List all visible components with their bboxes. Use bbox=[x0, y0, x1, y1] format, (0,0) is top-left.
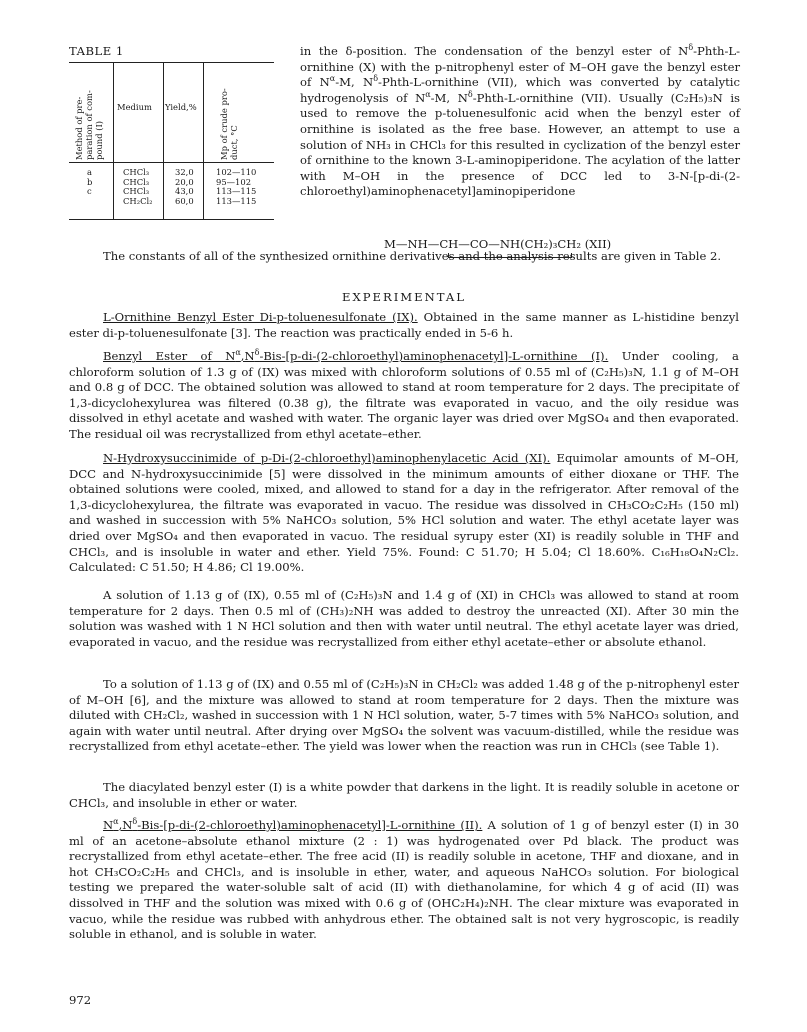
text-run: in the δ-position. The condensation of the benzyl ester of N bbox=[300, 44, 689, 58]
table-col-medium bbox=[123, 168, 153, 206]
superscript: δ bbox=[254, 348, 260, 357]
text-run: -M, N bbox=[430, 90, 468, 105]
table-col-mp bbox=[216, 168, 256, 206]
superscript: δ bbox=[467, 89, 473, 99]
header-line: pound (I) bbox=[94, 120, 104, 160]
text-run: -M, N bbox=[335, 75, 374, 90]
table-col-divider bbox=[113, 62, 114, 220]
superscript: α bbox=[235, 348, 241, 357]
table-cell: 95—102 bbox=[216, 176, 252, 187]
table-header-mp bbox=[219, 68, 239, 160]
table-header-method bbox=[74, 68, 104, 160]
paragraph-solution-1: A solution of 1.13 g of (IX), 0.55 ml of (C₂H₅)₃N and 1.4 g of (XI) in CHCl₃ was allowed to stand at room temperature for 2 days. Then 0.5 ml of (CH₃)₂NH was added to destroy the unreacted (XI). After 30 min the solution was washed with 1 N HCl solution and then with water until neutral. The ethyl acetate layer was dried, evaporated in vacuo, and the residue was recrystallized from either ethyl acetate–ether or absolute ethanol. bbox=[69, 588, 739, 649]
text-run: -Phth-L-ornithine (VII), which was converted by catalytic hydrogenolysis of N bbox=[300, 75, 740, 105]
text-run: N bbox=[103, 818, 114, 832]
table-cell: 20,0 bbox=[175, 176, 194, 187]
compound-title: N-Hydroxysuccinimide of p-Di-(2-chloroethyl)aminophenylacetic Acid (XI). bbox=[103, 451, 551, 465]
text-run: ,N bbox=[240, 349, 255, 363]
table-col-yield bbox=[175, 168, 194, 206]
superscript: δ bbox=[373, 74, 379, 84]
header-line: Mp of crude pro- bbox=[219, 88, 229, 160]
compound-title bbox=[103, 818, 482, 832]
superscript: α bbox=[425, 89, 431, 99]
compound-title bbox=[103, 349, 608, 363]
superscript: δ bbox=[132, 817, 138, 826]
table-1 bbox=[69, 62, 274, 220]
text-run: -Bis-[p-di-(2-chloroethyl)aminophenacetyl]-L-ornithine (I). bbox=[259, 349, 609, 363]
page-number: 972 bbox=[69, 993, 92, 1007]
text-run: Under cooling, a chloroform solution of 1.3 g of (IX) was mixed with chloroform solutions of 0.55 ml of (C₂H₅)₃N, 1.1 g of M–OH and 0.8 g of DCC. The obtained solution was allowed to stand at room temperature for 2 days. The precipitate of 1,3-dicyclohexylurea was filtered (0.38 g), the filtrate was evaporated in vacuo, and the oily residue was dissolved in ethyl acetate and washed with water. The organic layer was dried over MgSO₄ and then evaporated. The residual oil was recrystallized from ethyl acetate–ether. bbox=[69, 349, 739, 441]
table-header-rule bbox=[69, 162, 274, 163]
paragraph-compound-ix bbox=[69, 310, 739, 341]
table-top-rule bbox=[69, 62, 274, 63]
compound-title: L-Ornithine Benzyl Ester Di-p-toluenesulfonate (IX). bbox=[103, 310, 418, 324]
paragraph-diacylated: The diacylated benzyl ester (I) is a white powder that darkens in the light. It is readily soluble in acetone or CHCl₃, and insoluble in ether or water. bbox=[69, 780, 739, 810]
table-col-method bbox=[87, 168, 92, 197]
superscript: δ bbox=[688, 43, 694, 52]
table-cell: 32,0 bbox=[175, 167, 194, 177]
table-cell: CHCl₃ bbox=[123, 186, 150, 197]
text-run: Obtained in the same manner as L-histidine benzyl ester di-p-toluenesulfonate [3]. The reaction was practically ended in 5-6 h. bbox=[69, 310, 739, 340]
paragraph-compound-i bbox=[69, 349, 739, 443]
text-run: Equimolar amounts of M–OH, DCC and N-hydroxysuccinimide [5] were dissolved in the minimum amounts of either dioxane or THF. The obtained solutions were cooled, mixed, and allowed to stand for a day in the refrigerator. After removal of the 1,3-dicyclohexylurea, the filtrate was evaporated in vacuo. The residue was dissolved in CH₃CO₂C₂H₅ (150 ml) and washed in succession with 5% NaHCO₃ solution, 5% HCl solution and water. The ethyl acetate layer was dried over MgSO₄ and then evaporated in vacuo. The residual syrupy ester (XI) is readily soluble in THF and CHCl₃, and is insoluble in water and ether. Yield 75%. Found: C 51.70; H 5.04; Cl 18.60%. C₁₆H₁₈O₄N₂Cl₂. Calculated: C 51.50; H 4.86; Cl 19.00%. bbox=[69, 451, 739, 575]
paragraph-constants: The constants of all of the synthesized ornithine derivatives and the analysis results are given in Table 2. bbox=[103, 249, 722, 263]
table-cell: 60,0 bbox=[175, 195, 194, 206]
paragraph-compound-xi bbox=[69, 451, 739, 576]
superscript: α bbox=[329, 74, 336, 84]
section-heading: EXPERIMENTAL bbox=[342, 290, 466, 304]
text-run: Benzyl Ester of N bbox=[103, 349, 236, 363]
superscript: α bbox=[113, 817, 119, 826]
table-cell: 113—115 bbox=[216, 195, 257, 206]
table-cell: 102—110 bbox=[216, 167, 257, 177]
paragraph-right-column bbox=[300, 44, 740, 200]
table-cell: CHCl₃ bbox=[123, 176, 150, 187]
text-run: -Phth-L-ornithine (VII). Usually (C₂H₅)₃N is used to remove the p-toluenesulfonic acid when the benzyl ester of ornithine is isolated as the free base. However, an attempt to use a solution of NH₃ in CHCl₃ for this resulted in cyclization of the benzyl ester of ornithine to the known 3-L-aminopiperidone. The acylation of the latter with M–OH in the presence of DCC led to 3-N-[p-di-(2-chloroethyl)aminophenacetyl]aminopiperidone bbox=[300, 90, 740, 199]
header-line: duct, °C bbox=[229, 125, 239, 160]
table-cell: 43,0 bbox=[175, 186, 194, 197]
table-cell: c bbox=[87, 186, 92, 197]
table-cell: CHCl₃ bbox=[123, 167, 150, 177]
table-header-medium: Medium bbox=[117, 102, 152, 112]
table-caption: TABLE 1 bbox=[69, 44, 124, 58]
paragraph-solution-2: To a solution of 1.13 g of (IX) and 0.55 ml of (C₂H₅)₃N in CH₂Cl₂ was added 1.48 g of the p-nitrophenyl ester of M–OH [6], and the mixture was allowed to stand at room temperature for 2 days. Then the mixture was diluted with CH₂Cl₂, washed in succession with 1 N HCl solution, water, 5-7 times with 5% NaHCO₃ solution, and again with water until neutral. After drying over MgSO₄ the solvent was vacuum-distilled, while the residue was recrystallized from ethyl acetate–ether. The yield was lower when the reaction was run in CHCl₃ (see Table 1). bbox=[69, 677, 739, 754]
table-cell: b bbox=[87, 176, 93, 187]
table-cell: 113—115 bbox=[216, 186, 257, 197]
text-run: -Phth-L-ornithine (X) with the p-nitrophenyl ester of M–OH gave the benzyl ester of N bbox=[300, 44, 740, 90]
table-bottom-rule bbox=[69, 219, 274, 220]
table-col-divider bbox=[203, 62, 204, 220]
header-line: Method of pre- bbox=[74, 96, 84, 160]
text-run: -Bis-[p-di-(2-chloroethyl)aminophenacetyl]-L-ornithine (II). bbox=[137, 818, 483, 832]
table-col-divider bbox=[163, 62, 164, 220]
table-header-yield: Yield,% bbox=[165, 102, 197, 112]
header-line: paration of com- bbox=[84, 90, 94, 160]
table-cell: CH₂Cl₂ bbox=[123, 195, 153, 206]
text-run: ,N bbox=[118, 818, 133, 832]
formula-text: M—NH—CH—CO—NH(CH₂)₃CH₂ (XII) bbox=[384, 237, 612, 251]
text-run: A solution of 1 g of benzyl ester (I) in 30 ml of an acetone–absolute ethanol mixture (2 : 1) was hydrogenated over Pd black. The product was recrystallized from ethyl acetate–ether. The free acid (II) is readily soluble in acetone, THF and dioxane, and in hot CH₃CO₂C₂H₅ and CHCl₃, and is insoluble in ether, water, and aqueous NaHCO₃ solution. For biological testing we prepared the water-soluble salt of acid (II) with diethanolamine, for which 4 g of acid (II) was dissolved in THF and the solution was mixed with 0.6 g of (OHC₂H₄)₂NH. The clear mixture was evaporated in vacuo, while the residue was rubbed with anhydrous ether. The obtained salt is not very hygroscopic, is readily soluble in ethanol, and is soluble in water. bbox=[69, 818, 739, 942]
paragraph-compound-ii bbox=[69, 818, 739, 943]
table-cell: a bbox=[87, 167, 92, 177]
